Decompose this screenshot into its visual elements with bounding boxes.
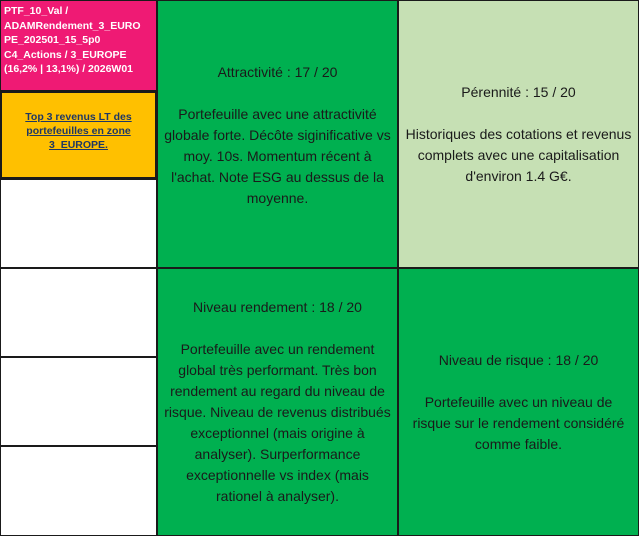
empty-cell: [0, 179, 157, 268]
risque-body: Portefeuille avec un niveau de risque sur le rendement considéré comme faible.: [412, 393, 625, 452]
portfolio-title-cell: [0, 0, 157, 91]
title-line: PTF_10_Val /: [4, 5, 69, 17]
rendement-body: Portefeuille avec un rendement global très performant. Très bon rendement au regard du niveau de risque. Niveau de revenus distribués exceptionnel (mais origine à analyser). Surperformance exceptionnelle vs index (mais rationel à analyser).: [164, 341, 391, 504]
top3-label-cell: [0, 91, 157, 179]
attractivite-cell: [157, 0, 398, 268]
empty-cell: [0, 268, 157, 357]
rendement-cell: [157, 268, 398, 536]
title-line: ADAMRendement_3_EURO: [4, 19, 141, 32]
risque-heading: Niveau de risque : 18 / 20: [438, 351, 599, 368]
empty-cell: [0, 357, 157, 446]
attractivite-heading: Attractivité : 17 / 20: [217, 63, 338, 80]
perennite-heading: Pérennité : 15 / 20: [461, 83, 576, 100]
rendement-heading: Niveau rendement : 18 / 20: [193, 299, 362, 315]
risque-cell: [398, 268, 639, 536]
perennite-cell: [398, 0, 639, 268]
title-line: C4_Actions / 3_EUROPE: [4, 48, 127, 61]
title-line: (16,2% | 13,1%) / 2026W01: [4, 63, 134, 75]
empty-cell: [0, 446, 157, 536]
attractivite-body: Portefeuille avec une attractivité globale forte. Décôte siginificative vs moy. 10s. Momentum récent à l'achat. Note ESG au dessus de la moyenne.: [164, 105, 391, 206]
perennite-body: Historiques des cotations et revenus complets avec une capitalisation d'environ 1.4 G€.: [405, 125, 632, 184]
top3-label: Top 3 revenus LT des portefeuilles en zone 3_EUROPE.: [25, 111, 132, 151]
title-line: PE_202501_15_5p0: [4, 34, 101, 46]
